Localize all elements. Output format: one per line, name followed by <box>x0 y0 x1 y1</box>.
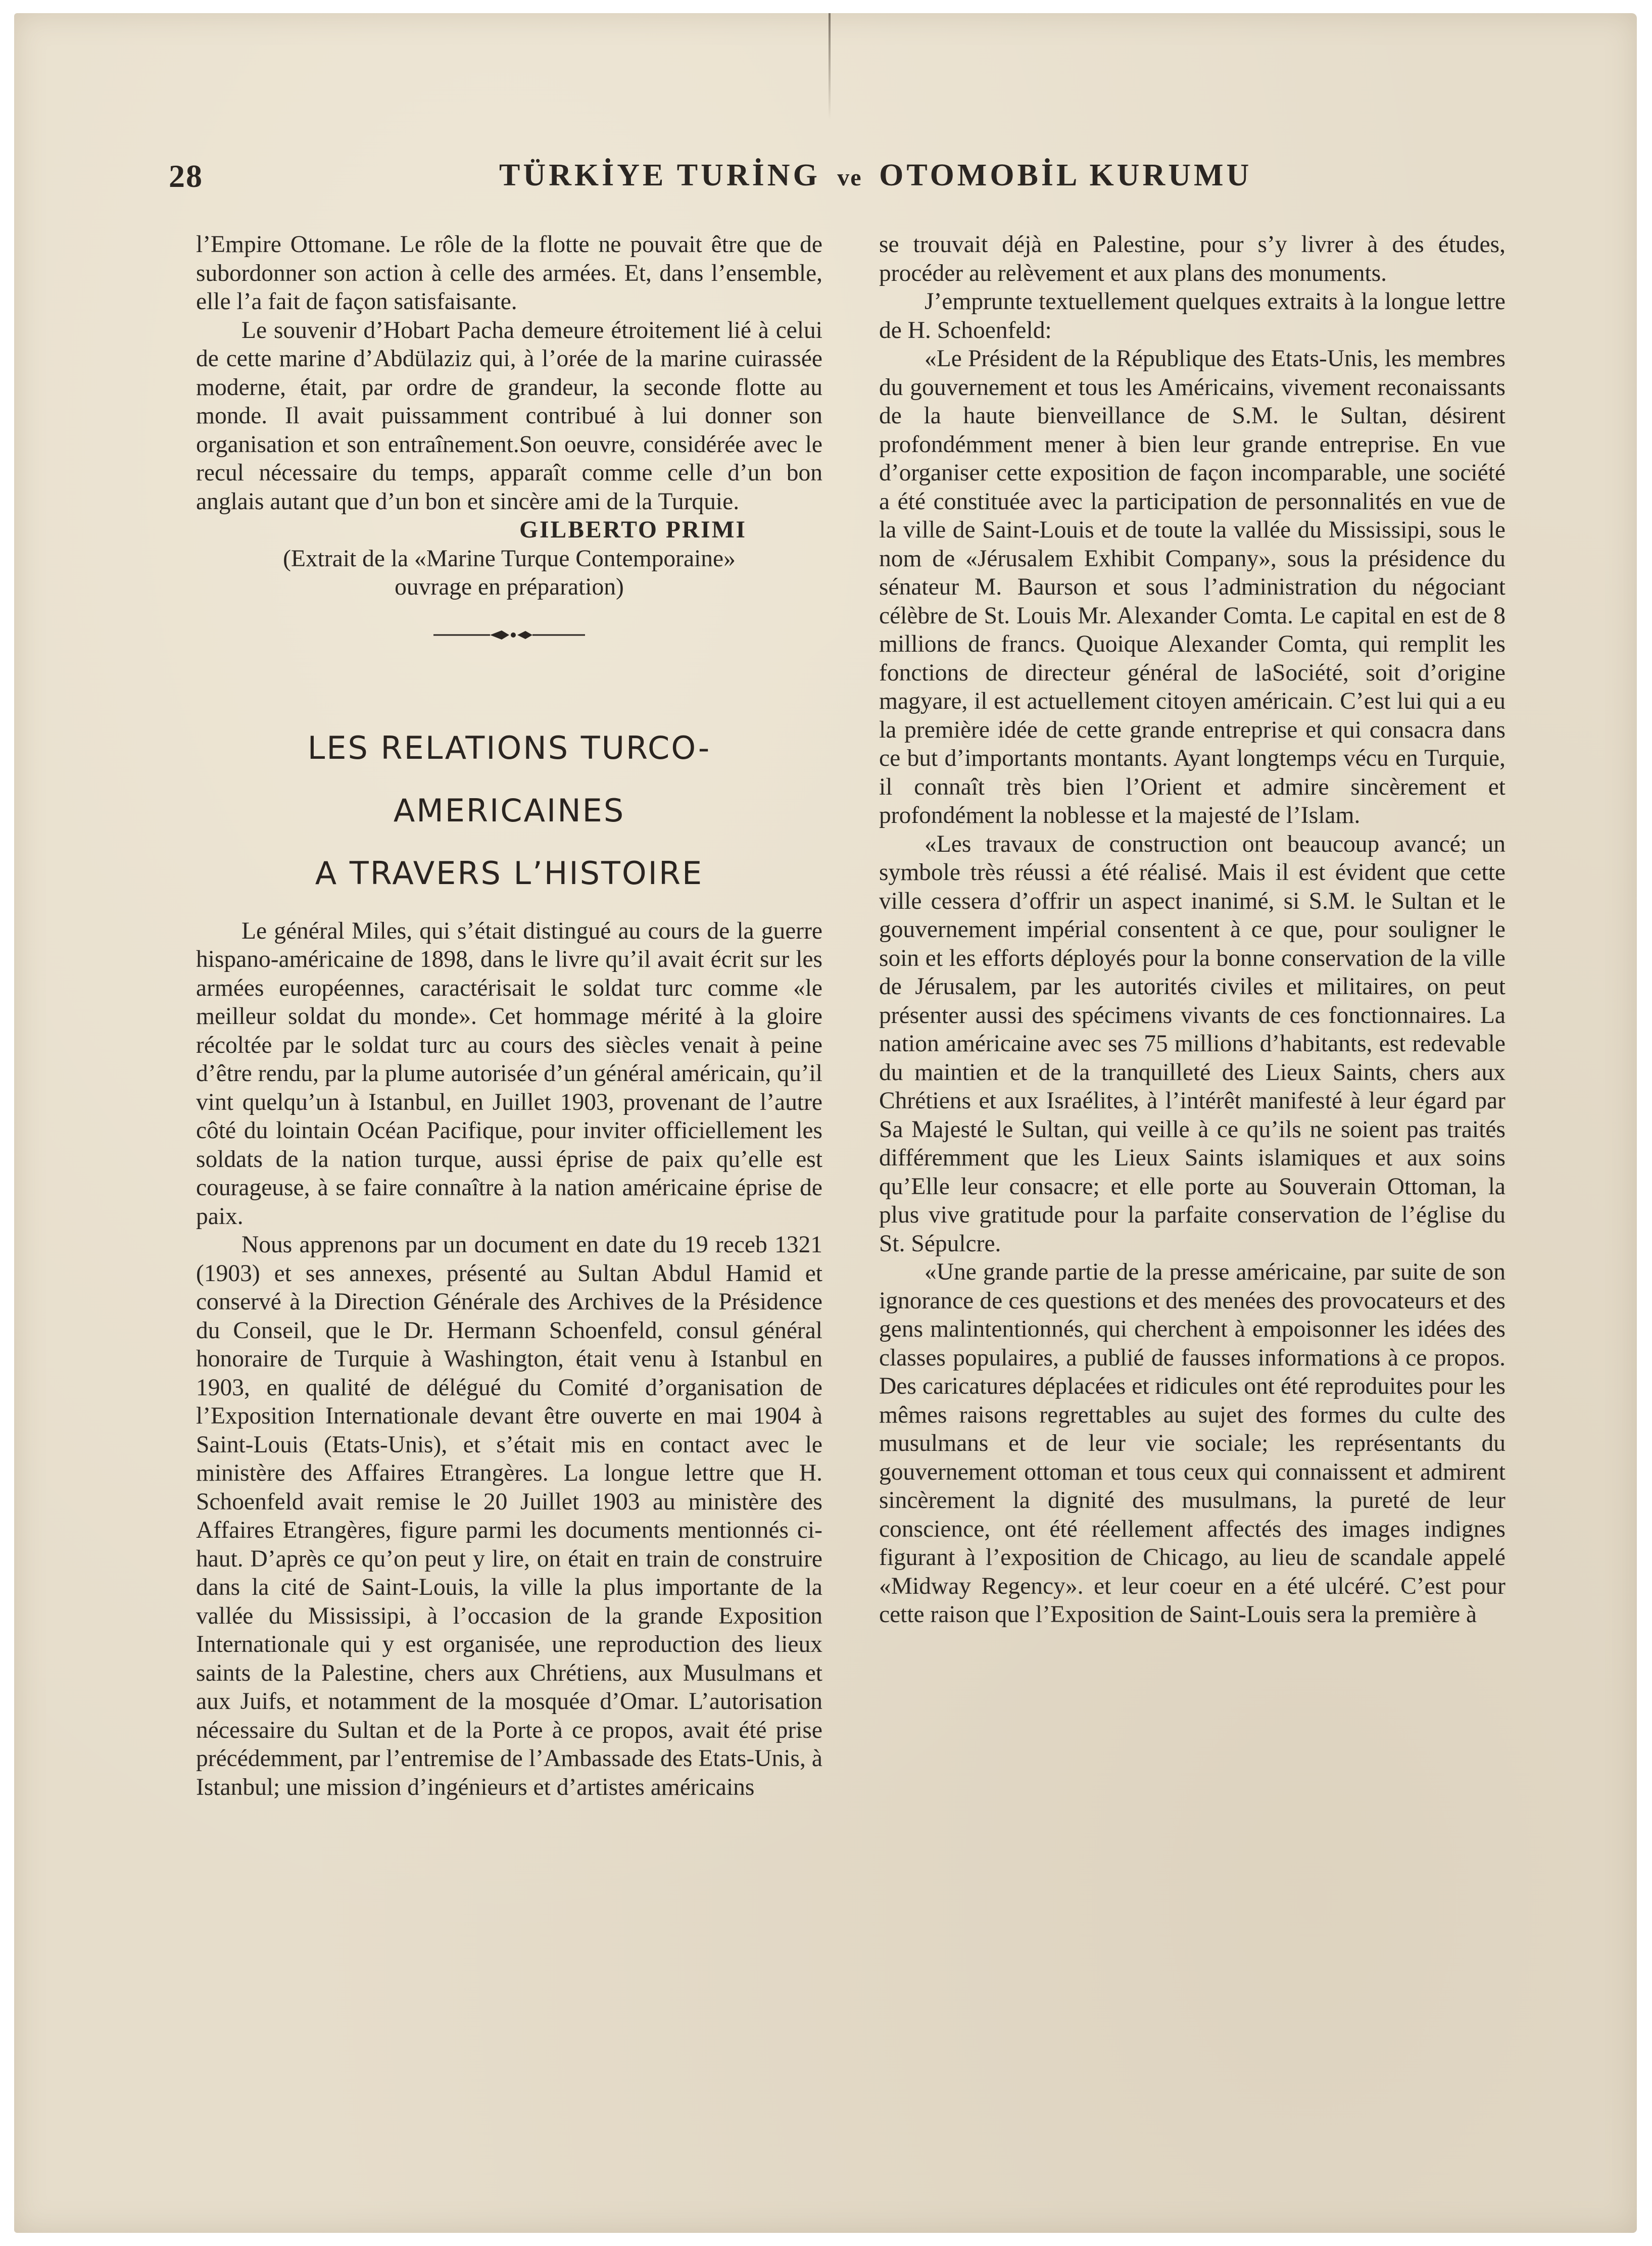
paragraph: «Une grande partie de la presse américaine, par suite de son ignorance de ces questions et des menées des provocateurs et des gens malintentionnés, qui cherchent à empoisonner les idées des classes populaires, a publié de fausses informations à ce propos. Des caricatures déplacées et ridicules ont été reproduites pour les mêmes raisons regrettables au sujet des formes du culte des musulmans et de leur vie sociale; les représentants du gouvernement ottoman et tous ceux qui connaissent et admirent sincèrement la dignité des musulmans, la pureté de leur conscience, ont été réellement affectés des images indignes figurant à l’exposition de Chicago, au lieu de scandale appelé «Midway Regency». et leur coeur en a été ulcéré. C’est pour cette raison que l’Exposition de Saint-Louis sera la première à <box>879 1259 1505 1628</box>
paragraph: Nous apprenons par un document en date du 19 receb 1321 (1903) et ses annexes, présenté au Sultan Abdul Hamid et conservé à la Direction Générale des Archives de la Présidence du Conseil, que le Dr. Hermann Schoenfeld, consul général honoraire de Turquie à Washington, était venu à Istanbul en 1903, en qualité de délégué du Comité d’organisation de l’Exposition Internationale devant être ouverte en mai 1904 à Saint-Louis (Etats-Unis), et s’était mis en contact avec le ministère des Affaires Etrangères. La longue lettre que H. Schoenfeld avait remise le 20 Juillet 1903 au ministère des Affaires Etrangères, figure parmi les documents mentionnés ci-haut. D’après ce qu’on peut y lire, on était en train de construire dans la cité de Saint-Louis, la ville la plus importante de la vallée du Mississipi, à l’occasion de la grande Exposition Internationale qui y est organisée, une reproduction des lieux saints de la Palestine, chers aux Chrétiens, aux Musulmans et aux Juifs, et notamment de la mosquée d’Omar. L’autorisation nécessaire du Sultan et de la Porte à ce propos, avait été prise précédemment, par l’entremise de l’Ambassade des Etats-Unis, à Istanbul; une mission d’ingénieurs et d’artistes américains <box>196 1232 822 1800</box>
page-header <box>151 148 1545 203</box>
magazine-page <box>14 13 1637 2233</box>
paragraph: «Les travaux de construction ont beaucoup avancé; un symbole très réussi a été réalisé. Mais il est évident que cette ville cessera d’offrir un aspect inanimé, si S.M. le Sultan et le gouvernement impérial consentent à ce que, pour souligner le soin et les efforts déployés pour la bonne conservation de la ville de Jérusalem, par les autorités civiles et militaires, on peut présenter aussi des spécimens vivants de ces fonctionnaires. La nation américaine avec ses 75 millions d’habitants, est redevable du maintien et de la tranquilleté des Lieux Saints, chers aux Chrétiens et aux Israélites, à l’intérêt manifesté à leur égard par Sa Majesté le Sultan, qui veille à ce qu’ils ne soient pas traités différemment que les Lieux Saints islamiques et aux soins qu’Elle leur consacre; et elle porte au Souverain Ottoman, la plus vive gratitude pour la parfaite conservation de l’église du St. Sépulcre. <box>879 831 1505 1257</box>
author-signature: GILBERTO PRIMI <box>519 517 747 543</box>
left-column <box>196 230 822 1801</box>
ornamental-divider <box>433 625 585 645</box>
paper-fold-crease <box>829 13 831 119</box>
source-note-line: ouvrage en préparation) <box>395 574 624 600</box>
section-title-line: LES RELATIONS TURCO-AMERICAINES <box>307 729 711 829</box>
page-number: 28 <box>169 158 203 194</box>
paragraph: Le général Miles, qui s’était distingué au cours de la guerre hispano-américaine de 1898, dans le livre qu’il avait écrit sur les armées européennes, caractérisait le soldat turc comme «le meilleur soldat du monde». Cet hommage mérité à la gloire récoltée par le soldat turc au cours des siècles venait à peine d’être rendu, par la plume autorisée d’un général américain, qu’il vint quelqu’un à Istanbul, en Juillet 1903, provenant de l’autre côté du lointain Océan Pacifique, pour inviter officiellement les soldats de la nation turque, aussi éprise de paix qu’elle est courageuse, à se faire connaître à la nation américaine éprise de paix. <box>196 917 822 1230</box>
source-note-line: (Extrait de la «Marine Turque Contemporaine» <box>283 545 736 572</box>
paragraph: l’Empire Ottomane. Le rôle de la flotte ne pouvait être que de subordonner son action à celle des armées. Et, dans l’ensemble, elle l’a fait de façon satisfaisante. <box>196 231 822 315</box>
running-head-part2: OTOMOBİL KURUMU <box>879 158 1252 192</box>
paragraph: Le souvenir d’Hobart Pacha demeure étroitement lié à celui de cette marine d’Abdülaziz qui, à l’orée de la marine cuirassée moderne, était, par ordre de grandeur, la seconde flotte au monde. Il avait puissamment contribué à lui donner son organisation et son entraînement.Son oeuvre, considérée avec le recul nécessaire du temps, apparaît comme celle d’un bon anglais autant que d’un bon et sincère ami de la Turquie. <box>196 317 822 515</box>
paragraph: «Le Président de la République des Etats-Unis, les membres du gouvernement et tous les Américains, vivement reconaissants de la haute bienveillance de S.M. le Sultan, désirent profondémment mener à bien leur grande entreprise. En vue d’organiser cette exposition de façon incomparable, une société a été constituée avec la participation de personnalités en vue de la ville de Saint-Louis et de toute la vallée du Mississipi, sous le nom de «Jérusalem Exhibit Company», sous la présidence du sénateur M. Baurson et sous l’administration du négociant célèbre de St. Louis Mr. Alexander Comta. Le capital en est de 8 millions de francs. Quoique Alexander Comta, qui remplit les fonctions de directeur général de laSociété, soit d’origine magyare, il est actuellement citoyen américain. C’est lui qui a eu la première idée de cette grande entreprise et qui consacra dans ce but d’importants montants. Ayant longtemps vécu en Turquie, il connaît très bien l’Orient et admire sincèrement et profondément la noblesse et la majesté de l’Islam. <box>879 346 1505 828</box>
running-head-part1: TÜRKİYE TURİNG <box>499 158 820 192</box>
paragraph: J’emprunte textuellement quelques extraits à la longue lettre de H. Schoenfeld: <box>879 288 1505 344</box>
section-title-line: A TRAVERS L’HISTOIRE <box>315 854 704 892</box>
running-head-ve: ve <box>837 164 862 191</box>
paragraph: se trouvait déjà en Palestine, pour s’y livrer à des études, procéder au relèvement et aux plans des monuments. <box>879 231 1505 286</box>
right-column <box>879 230 1505 1629</box>
running-head <box>499 158 1252 193</box>
section-title <box>196 717 822 905</box>
